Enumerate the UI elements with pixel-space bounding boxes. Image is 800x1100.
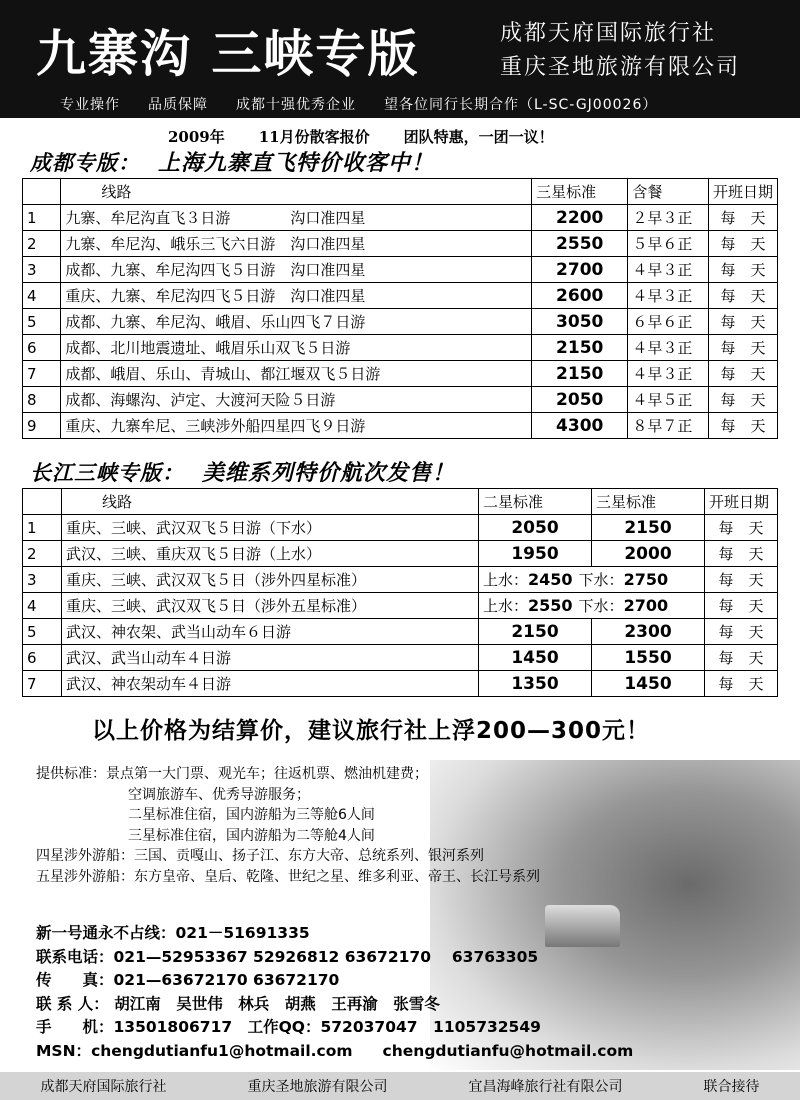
upstream-label: 上水： [483,571,529,589]
three-gorges-price-table [22,488,778,697]
header-num [23,179,61,205]
standard-line: 空调旅游车、优秀导游服务； [128,786,310,803]
row-schedule: 每 天 [708,361,777,387]
row-route: 重庆、三峡、武汉双飞５日（涉外四星标准） [62,567,479,593]
row-schedule: 每 天 [705,515,778,541]
row-meals: ４早３正 [628,361,709,387]
row-meals: ５早６正 [628,231,709,257]
table-row [23,361,778,387]
row-schedule: 每 天 [705,567,778,593]
row-three-star-price: 2000 [592,541,705,567]
row-three-star-price: 2150 [592,515,705,541]
row-number: 2 [23,541,62,567]
footer-item: 联合接待 [703,1079,760,1095]
table-row [23,619,778,645]
header-schedule: 开班日期 [708,179,777,205]
standard-line: 四星涉外游船：三国、贡嘎山、扬子江、东方大帝、总统系列、银河系列 [36,848,484,864]
table-header-row [23,179,778,205]
row-number: 7 [23,361,61,387]
footer-bar [0,1072,800,1100]
table-row [23,593,778,619]
row-three-star-price: 3050 [532,309,628,335]
phone-numbers: 联系电话：021—52953367 52926812 63672170 63763305 [36,947,539,966]
row-schedule: 每 天 [705,671,778,697]
row-three-star-price: 2050 [532,387,628,413]
table-row [23,567,778,593]
row-two-star-price: 1350 [479,671,592,697]
row-route: 成都、九寨、牟尼沟四飞５日游 沟口准四星 [61,257,532,283]
fax-numbers: 传 真：021—63672170 63672170 [36,971,340,989]
row-three-star-price: 1450 [592,671,705,697]
row-route: 武汉、武当山动车４日游 [62,645,479,671]
tagline-item: 望各位同行长期合作（L-SC-GJ00026） [384,97,658,113]
standard-line: 提供标准：景点第一大门票、观光车；往返机票、燃油机建费； [36,766,428,782]
row-up-down-prices [479,567,705,593]
upstream-price: 2550 [528,596,573,615]
settlement-price-note: 以上价格为结算价，建议旅行社上浮200—300元！ [92,718,651,744]
msn-row [36,1040,633,1064]
row-number: 2 [23,231,61,257]
table-row [23,231,778,257]
row-schedule: 每 天 [708,231,777,257]
row-number: 3 [23,567,62,593]
table-row [23,671,778,697]
mobile-qq: 手 机：13501806717 工作QQ：572037047 1105732549 [36,1018,541,1036]
header-route: 线路 [62,489,479,515]
standard-line: 二星标准住宿，国内游船为三等舱6人间 [128,807,375,823]
msn-email-2[interactable]: chengdutianfu@hotmail.com [382,1041,634,1060]
row-three-star-price: 4300 [532,413,628,439]
row-number: 1 [23,205,61,231]
row-schedule: 每 天 [705,645,778,671]
downstream-label: 下水： [578,571,624,589]
row-number: 8 [23,387,61,413]
jiuzhai-price-table [22,178,778,439]
header-schedule: 开班日期 [705,489,778,515]
row-number: 4 [23,593,62,619]
header-meals: 含餐 [628,179,709,205]
row-schedule: 每 天 [708,335,777,361]
subhead-year: 2009年 [168,128,225,146]
row-schedule: 每 天 [708,413,777,439]
header-two-star: 二星标准 [479,489,592,515]
contact-info [36,922,633,1063]
tagline-item: 品质保障 [148,97,208,113]
table-row [23,309,778,335]
row-up-down-prices [479,593,705,619]
tagline-item: 成都十强优秀企业 [236,97,356,113]
table-row [23,541,778,567]
row-number: 6 [23,645,62,671]
standard-line: 五星涉外游船：东方皇帝、皇后、乾隆、世纪之星、维多利亚、帝王、长江号系列 [36,868,540,885]
subhead-month: 11月份散客报价 [258,128,370,146]
row-schedule: 每 天 [708,205,777,231]
row-three-star-price: 2150 [532,335,628,361]
header-num [23,489,62,515]
section2-title-text: 长江三峡专版： [30,460,184,485]
row-number: 3 [23,257,61,283]
row-route: 武汉、神农架、武当山动车６日游 [62,619,479,645]
table-row [23,283,778,309]
section2-slogan: 美维系列特价航次发售！ [202,460,456,486]
row-meals: ４早５正 [628,387,709,413]
row-schedule: 每 天 [708,309,777,335]
footer-item: 重庆圣地旅游有限公司 [247,1079,388,1095]
row-meals: ２早３正 [628,205,709,231]
table-header-row [23,489,778,515]
downstream-label: 下水： [578,597,624,615]
row-schedule: 每 天 [708,283,777,309]
row-three-star-price: 1550 [592,645,705,671]
table-row [23,257,778,283]
row-schedule: 每 天 [705,541,778,567]
row-route: 重庆、三峡、武汉双飞５日游（下水） [62,515,479,541]
section1-title [30,146,434,177]
row-meals: ４早３正 [628,257,709,283]
row-route: 重庆、三峡、武汉双飞５日（涉外五星标准） [62,593,479,619]
row-two-star-price: 1450 [479,645,592,671]
upstream-label: 上水： [483,597,529,615]
row-route: 成都、海螺沟、泸定、大渡河天险５日游 [61,387,532,413]
page-title: 九寨沟 三峡专版 [36,24,420,83]
section1-title-text: 成都专版： [30,150,140,175]
section2-title [30,456,455,487]
row-route: 重庆、九寨、牟尼沟四飞５日游 沟口准四星 [61,283,532,309]
msn-email-1[interactable]: chengdutianfu1@hotmail.com [91,1041,353,1060]
row-three-star-price: 2700 [532,257,628,283]
row-route: 武汉、神农架动车４日游 [62,671,479,697]
subhead-team: 团队特惠，一团一议！ [403,128,554,146]
hotline: 新一号通永不占线：021－51691335 [36,924,310,942]
company-name-1: 成都天府国际旅行社 [500,21,717,46]
row-route: 九寨、牟尼沟直飞３日游 沟口准四星 [61,205,532,231]
row-number: 9 [23,413,61,439]
row-number: 1 [23,515,62,541]
row-number: 7 [23,671,62,697]
row-schedule: 每 天 [705,619,778,645]
row-two-star-price: 2150 [479,619,592,645]
row-three-star-price: 2550 [532,231,628,257]
row-number: 5 [23,309,61,335]
row-meals: ６早６正 [628,309,709,335]
downstream-price: 2700 [623,596,669,615]
header-three-star: 三星标准 [592,489,705,515]
row-route: 成都、北川地震遗址、峨眉乐山双飞５日游 [61,335,532,361]
row-three-star-price: 2150 [532,361,628,387]
tagline-row [60,94,780,114]
table-row [23,515,778,541]
row-route: 武汉、三峡、重庆双飞５日游（上水） [62,541,479,567]
table-row [23,205,778,231]
row-three-star-price: 2200 [532,205,628,231]
footer-item: 成都天府国际旅行社 [40,1079,167,1095]
row-meals: ８早７正 [628,413,709,439]
row-three-star-price: 2300 [592,619,705,645]
header-three-star: 三星标准 [532,179,628,205]
row-two-star-price: 1950 [479,541,592,567]
row-meals: ４早３正 [628,283,709,309]
row-route: 九寨、牟尼沟、峨乐三飞六日游 沟口准四星 [61,231,532,257]
row-meals: ４早３正 [628,335,709,361]
table-row [23,335,778,361]
service-standards [36,764,540,887]
standard-line: 三星标准住宿，国内游船为二等舱4人间 [128,827,375,844]
row-number: 4 [23,283,61,309]
downstream-price: 2750 [623,570,669,589]
row-schedule: 每 天 [705,593,778,619]
row-route: 重庆、九寨牟尼、三峡涉外船四星四飞９日游 [61,413,532,439]
row-route: 成都、九寨、牟尼沟、峨眉、乐山四飞７日游 [61,309,532,335]
table-row [23,645,778,671]
upstream-price: 2450 [528,570,573,589]
row-number: 6 [23,335,61,361]
msn-label: MSN： [36,1041,92,1060]
company-name-2: 重庆圣地旅游有限公司 [500,55,741,80]
row-route: 成都、峨眉、乐山、青城山、都江堰双飞５日游 [61,361,532,387]
header-banner [0,0,800,118]
section1-slogan: 上海九寨直飞特价收客中！ [158,150,435,176]
row-three-star-price: 2600 [532,283,628,309]
row-number: 5 [23,619,62,645]
footer-item: 宜昌海峰旅行社有限公司 [468,1079,623,1095]
table-row [23,387,778,413]
row-schedule: 每 天 [708,387,777,413]
contact-people: 联 系 人： 胡江南 吴世伟 林兵 胡燕 王再渝 张雪冬 [36,994,440,1013]
tagline-item: 专业操作 [60,97,120,113]
header-route: 线路 [61,179,532,205]
row-schedule: 每 天 [708,257,777,283]
row-two-star-price: 2050 [479,515,592,541]
price-period-subhead [168,126,554,147]
table-row [23,413,778,439]
